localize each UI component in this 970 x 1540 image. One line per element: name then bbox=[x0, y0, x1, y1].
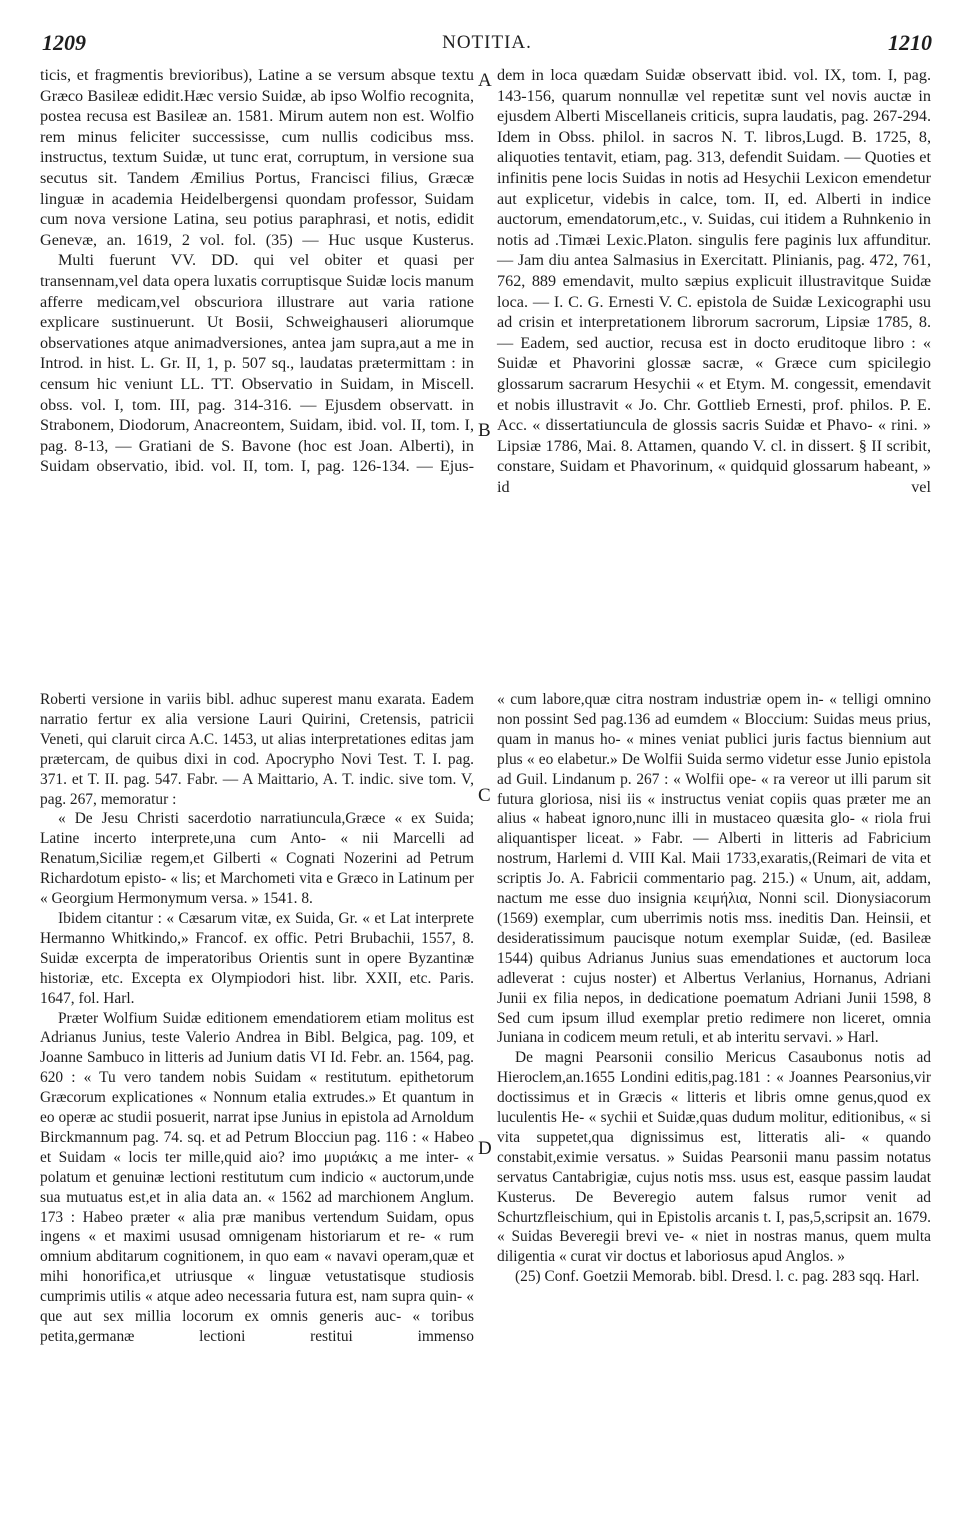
page-header bbox=[42, 30, 932, 64]
column-top-right bbox=[497, 65, 931, 497]
paragraph: ticis, et fragmentis brevioribus), Latine a se versum absque textu Græco Basileæ edidit.Hæc versio Suidæ, ab ipso Wolfio recognita, postea recusa est Basileæ an. 1581. Mirum autem non est. Wolfio rem minus feliciter successisse, cum nullis codicibus mss. instructus, textum Suidæ, ut tunc erat, corruptum, in versione sua secutus sit. Tandem Æmilius Portus, Francisci filius, Græcæ linguæ in academia Heidelbergensi quondam professor, Suidam cum nova versione Latina, seu potius paraphrasi, et notis, edidit Genevæ, an. 1619, 2 vol. fol. (35) — Huc usque Kusterus. bbox=[40, 66, 474, 249]
paragraph: Roberti versione in variis bibl. adhuc superest manu exarata. Eadem narratio fertur ex alia versione Lauri Quirini, Cretensis, patricii Veneti, qui claruit circa A.C. 1453, ut alias interpretationes editas jam prætercam, de quibus dixi in cod. Apocrypho Novi Test. T. I. pag. 371. et T. II. pag. 547. Fabr. — A Maittario, A. T. indic. sive tom. V, pag. 267, memoratur : bbox=[40, 691, 474, 808]
page-number-left: 1209 bbox=[42, 30, 86, 55]
margin-marker-c: C bbox=[478, 785, 491, 806]
paragraph: Ibidem citantur : « Cæsarum vitæ, ex Suida, Gr. « et Lat interprete Hermanno Whitkindo,» Francof. ex offic. Petri Brubachii, 1557, 8. Suidæ excerpta de imperatoribus Orientis sunt in opere Byzantinæ historiæ, etc. Excepta ex Olympiodori hist. libr. XXII, etc. Paris. 1647, fol. Harl. bbox=[40, 909, 474, 1007]
running-title: NOTITIA. bbox=[442, 32, 532, 53]
footnote: (25) Conf. Goetzii Memorab. bibl. Dresd. l. c. pag. 283 sqq. Harl. bbox=[515, 1268, 920, 1286]
margin-marker-d: D bbox=[478, 1138, 492, 1159]
page-number-right: 1210 bbox=[888, 30, 932, 55]
column-bottom-right bbox=[497, 690, 931, 1287]
quotation: « De Jesu Christi sacerdotio narratiuncula,Græce « ex Suida; Latine incerto interprete,una cum Anto- « nii Marcelli ad Renatum,Siciliæ regem,et Gilberti « Cognati Nozerini ad Petrum Richardotum episto- « lis; et Marchometi vita e Græco in Latinum per « Georgium Hermonymum versa. » 1541. 8. bbox=[40, 810, 474, 908]
paragraph: Multi fuerunt VV. DD. qui vel obiter et quasi per transennam,vel data opera luxatis corruptisque Suidæ locis manum afferre medicam,vel obscuriora illustrare aut varia ratione explicare sustinuerunt. Ut Bosii, Schweighauseri aliorumque observationes atque animadversiones, antea jam supra,aut a me in Introd. in hist. L. Gr. II, 1, p. 507 sq., laudatas prætermittam : in censum hic veniunt LL. TT. Observatio in Suidam, in Miscell. obss. vol. I, tom. III, pag. 314-316. — Ejusdem observatt. in Strabonem, Diodorum, Anacreontem, Suidam, ibid. vol. II, tom. I, pag. 8-13, — Gratiani de S. Bavone (hoc est Joan. Alberti), in Suidam observatio, ibid. vol. II, tom. I, pag. 126-134. — Ejus- bbox=[40, 251, 474, 476]
margin-marker-b: B bbox=[478, 420, 491, 441]
paragraph: dem in loca quædam Suidæ observatt ibid. vol. IX, tom. I, pag. 143-156, quarum nonnullæ vel repetitæ sunt vel novis auctæ in ejusdem Alberti Miscellaneis criticis, supra laudatis, pag. 267-294. Idem in Obss. philol. in sacros N. T. libros,Lugd. B. 1725, 8, aliquoties tentavit, etiam, pag. 313, defendit Suidam. — Quoties et infinitis pene locis Suidas in notis ad Hesychii Lexicon emendetur aut explicetur, videbis in calce, tom. II, ed. Alberti in indice auctorum, emendatorum,etc., v. Suidas, cui itidem a Ruhnkenio in notis ad .Timæi Lexic.Platon. singulis fere paginis lux affunditur. — Jam diu antea Salmasius in Exercitatt. Plinianis, pag. 472, 761, 762, 889 emendavit, multo sæpius explicuit illustravitque Suidæ loca. — I. C. G. Ernesti V. C. epistola de Suidæ Lexicographi usu ad crisin et interpretationem librorum sacrorum, Lipsiæ 1785, 8. — Eadem, sed auctior, recusa est in docto eruditoque libro : « Suidæ et Phavorini glossæ sacræ, « Græce cum spicilegio glossarum sacrarum Hesychii « et Etym. M. congessit, emendavit et nobis illustravit « Jo. Chr. Gottlieb Ernesti, prof. philos. P. E. Acc. « dissertatiuncula de glossis sacris Suidæ et Phavo- « rini. » Lipsiæ 1786, Mai. 8. Attamen, quando V. cl. in dissert. § II scribit, constare, Suidam et Phavorinum, « quidquid glossarum habeant, » id vel bbox=[497, 66, 931, 496]
paragraph: De magni Pearsonii consilio Mericus Casaubonus notis ad Hieroclem,an.1655 Londini editis,pag.181 : « Joannes Pearsonius,vir doctissimus et in Græcis « litteris et libris omne genus,quod ex luculentis He- « sychii et Suidæ,quas dudum molitur, editionibus, « si vita suppetet,qua dignissimus est, litteratis ali- « quando constabit,eximie versatus. » Suidas Pearsonii manu passim notatus servatus Cantabrigiæ, cujus notis mss. usus est, easque passim laudat Kusterus. De Beveregio autem falsus rumor venit ad Schurtzfleischium, qui in Epistolis arcanis t. I, pas,5,scripsit an. 1679. « Suidas Beveregii brevi ve- « niet in nostras manus, quem multa diligentia « curat vir doctus et laboriosus apud Anglos. » bbox=[497, 1049, 931, 1266]
column-top-left bbox=[40, 65, 474, 477]
margin-marker-a: A bbox=[478, 70, 492, 91]
paragraph: « cum labore,quæ citra nostram industriæ opem in- « telligi omnino non possint Sed pag.136 ad eumdem « Bloccium: Suidas meus prius, quam in manus ho- « mines veniat publici juris factus biennium aut plus « eo elabetur.» De Wolfii Suida sermo videtur esse Junio epistola ad Guil. Lindanum p. 267 : « Wolfii ope- « ra vereor ut illi parum sit futura gloriosa, nisi iis « instructus veniat copiis quas præter me an alius « habeat ignoro,nunc illi in mustaceo quæsita glo- « riola frui aliquantisper liceat. » Fabr. — Alberti in litteris ad Fabricium nostrum, Harlemi d. VIII Kal. Maii 1733,exaratis,(Reimari de vita et scriptis Jo. A. Fabricii commentario pag. 215.) « Unum, ait, addam, nactum me esse duo insignia κειμήλια, Nonni scil. Dionysiacorum (1569) exemplar, cum uberrimis notis mss. ineditis Dan. Heinsii, et desideratissimum paucisque notum exemplar Suidæ, (ed. Basileæ 1544) quibus Adrianus Junius suas emendationes et auctorum loca adleverat : cujus noster) et Albertus Verlanius, Hornanus, Adriani Junii ex filia nepos, in dedicatione poematum Adriani Junii 1598, 8 Sed cum ipsum illud exemplar pretio redimere non liceret, omnia Juniana in codicem meum retuli, et ab interitu servavi. » Harl. bbox=[497, 691, 931, 1047]
paragraph: Præter Wolfium Suidæ editionem emendatiorem etiam molitus est Adrianus Junius, teste Valerio Andrea in Bibl. Belgica, pag. 109, et Joanne Sambuco in litteris ad Junium datis VI Id. Febr. an. 1564, pag. 620 : « Tu vero tandem nobis Suidam « restitutum. epithetorum Græcorum explicationes « Nonnum etalia extrudes.» Et quantum in eo operæ ac studii posuerit, narrat ipse Junius in epistola ad Arnoldum Birckmannum pag. 74. sq. et ad Petrum Blocciun pag. 116 : « Habeo et Suidam « locis ter mille,quid aio? imo μυριάκις a me inter- « polatum et genuinæ lectioni restitutum cum indicio « auctorum,unde sua mutuatus est,et in alia data an. « 1562 ad marchionem Anglum. 173 : Habeo præter « alia præ manibus vertendum Suidam, opus ingens « et maximi ususad omnigenam historiarum et re- « rum omnium abditarum cognitionem, in quo eam « navavi operam,quæ et mihi honorifica,et utriusque « linguæ vetustatisque studiosis cumprimis utilis « atque adeo necessaria futura est, nam supra quin- « que aut sex millia locorum ex omnis generis auc- « toribus petita,germanæ lectioni restitui immenso bbox=[40, 1009, 474, 1345]
column-bottom-left bbox=[40, 690, 474, 1347]
